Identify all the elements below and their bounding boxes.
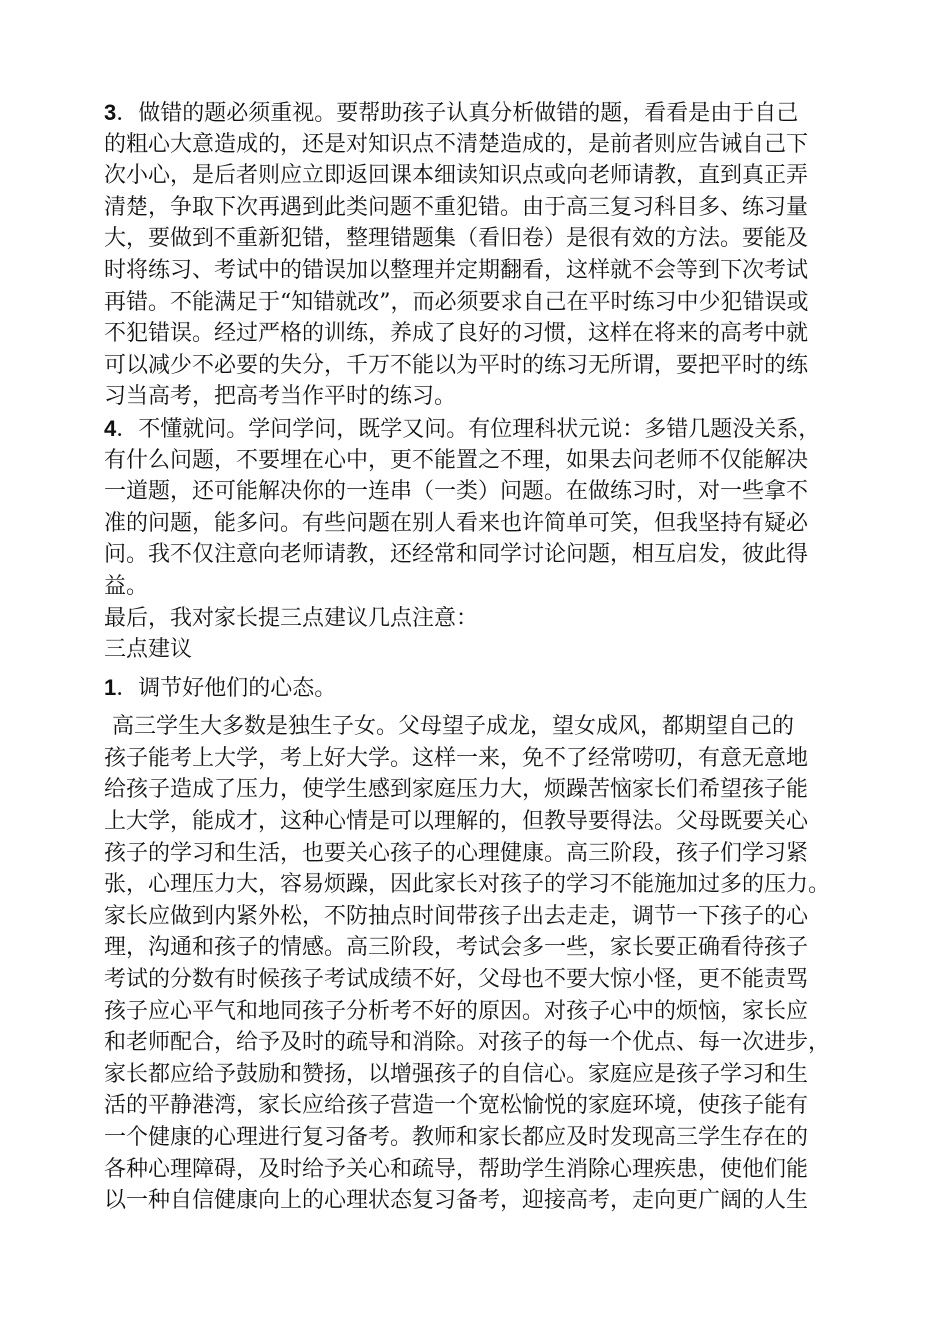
section-4-line-6: 益。 xyxy=(104,573,149,599)
suggestion-1-number: 1 xyxy=(104,674,117,700)
suggestion-1-line-3: 给孩子造成了压力，使学生感到家庭压力大，烦躁苦恼家长们希望孩子能 xyxy=(104,777,809,803)
section-3-line-1: 3．做错的题必须重视。要帮助孩子认真分析做错的题，看看是由于自己 xyxy=(104,100,799,126)
suggestion-1-line-12: 家长都应给予鼓励和赞扬，以增强孩子的自信心。家庭应是孩子学习和生 xyxy=(104,1061,809,1087)
suggestion-1-line-4: 上大学，能成才，这种心情是可以理解的，但教导要得法。父母既要关心 xyxy=(104,809,809,835)
section-3-line-7: 再错。不能满足于“知错就改”，而必须要求自己在平时练习中少犯错误或 xyxy=(104,289,809,315)
suggestion-1-line-14: 一个健康的心理进行复习备考。教师和家长都应及时发现高三学生存在的 xyxy=(104,1125,809,1150)
suggestion-1-line-5: 孩子的学习和生活，也要关心孩子的心理健康。高三阶段，孩子们学习紧 xyxy=(104,840,809,866)
suggestion-1-line-16: 以一种自信健康向上的心理状态复习备考，迎接高考，走向更广阔的人生 xyxy=(104,1188,809,1214)
section-4-paragraph xyxy=(104,413,864,603)
section-3-line-6: 时将练习、考试中的错误加以整理并定期翻看，这样就不会等到下次考试 xyxy=(104,257,809,283)
suggestion-1-paragraph xyxy=(104,711,864,1217)
section-4-line-1: 4．不懂就问。学问学问，既学又问。有位理科状元说：多错几题没关系， xyxy=(104,415,821,442)
section-4-line-3: 一道题，还可能解决你的一连串（一类）问题。在做练习时，对一些拿不 xyxy=(104,479,809,505)
suggestions-heading: 三点建议 xyxy=(104,637,193,663)
section-3-paragraph xyxy=(104,97,864,413)
suggestion-1-line-9: 考试的分数有时候孩子考试成绩不好，父母也不要大惊小怪，更不能责骂 xyxy=(104,967,809,993)
section-3-line-9: 可以减少不必要的失分，千万不能以为平时的练习无所谓，要把平时的练 xyxy=(104,352,809,378)
section-3-line-4: 清楚，争取下次再遇到此类问题不重犯错。由于高三复习科目多、练习量 xyxy=(104,194,809,220)
suggestion-1-line-1: 高三学生大多数是独生子女。父母望子成龙，望女成风，都期望自己的 xyxy=(112,714,795,740)
section-3-line-10: 习当高考，把高考当作平时的练习。 xyxy=(104,384,457,410)
document-page xyxy=(104,97,864,1217)
suggestion-1-line-2: 孩子能考上大学，考上好大学。这样一来，免不了经常唠叨，有意无意地 xyxy=(104,745,809,771)
section-4-line-5: 问。我不仅注意向老师请教，还经常和同学讨论问题，相互启发，彼此得 xyxy=(104,542,809,568)
section-3-line-5: 大，要做到不重新犯错，整理错题集（看旧卷）是很有效的方法。要能及 xyxy=(104,226,809,252)
section-3-line-8: 不犯错误。经过严格的训练，养成了良好的习惯，这样在将来的高考中就 xyxy=(104,321,809,347)
suggestion-1-line-10: 孩子应心平气和地同孩子分析考不好的原因。对孩子心中的烦恼，家长应 xyxy=(104,998,809,1024)
section-3-line-3: 次小心，是后者则应立即返回课本细读知识点或向老师请教，直到真正弄 xyxy=(104,163,809,189)
suggestion-1-line-13: 活的平静港湾，家长应给孩子营造一个宽松愉悦的家庭环境，使孩子能有 xyxy=(104,1093,809,1119)
section-4-line-2: 有什么问题，不要埋在心中，更不能置之不理，如果去问老师不仅能解决 xyxy=(104,447,809,473)
closing-intro: 最后，我对家长提三点建议几点注意： xyxy=(104,605,479,631)
suggestion-1-line-7: 家长应做到内紧外松，不防抽点时间带孩子出去走走，调节一下孩子的心 xyxy=(104,903,809,929)
section-3-number: 3 xyxy=(104,100,117,125)
section-3-line-2: 的粗心大意造成的，还是对知识点不清楚造成的，是前者则应告诫自己下 xyxy=(104,131,809,157)
section-4-line-4: 准的问题，能多问。有些问题在别人看来也许简单可笑，但我坚持有疑必 xyxy=(104,510,809,536)
spacer xyxy=(104,703,864,711)
suggestion-1-line-6: 张，心理压力大，容易烦躁，因此家长对孩子的学习不能施加过多的压力。 xyxy=(104,872,831,898)
suggestion-1-line-8: 理，沟通和孩子的情感。高三阶段，考试会多一些，家长要正确看待孩子 xyxy=(104,935,809,961)
suggestion-1-line-11: 和老师配合，给予及时的疏导和消除。对孩子的每一个优点、每一次进步， xyxy=(104,1030,831,1056)
suggestion-1-title: 1．调节好他们的心态。 xyxy=(104,674,337,701)
suggestion-1-line-15: 各种心理障碍，及时给予关心和疏导，帮助学生消除心理疾患，使他们能 xyxy=(104,1156,809,1182)
section-4-number: 4 xyxy=(104,415,117,441)
